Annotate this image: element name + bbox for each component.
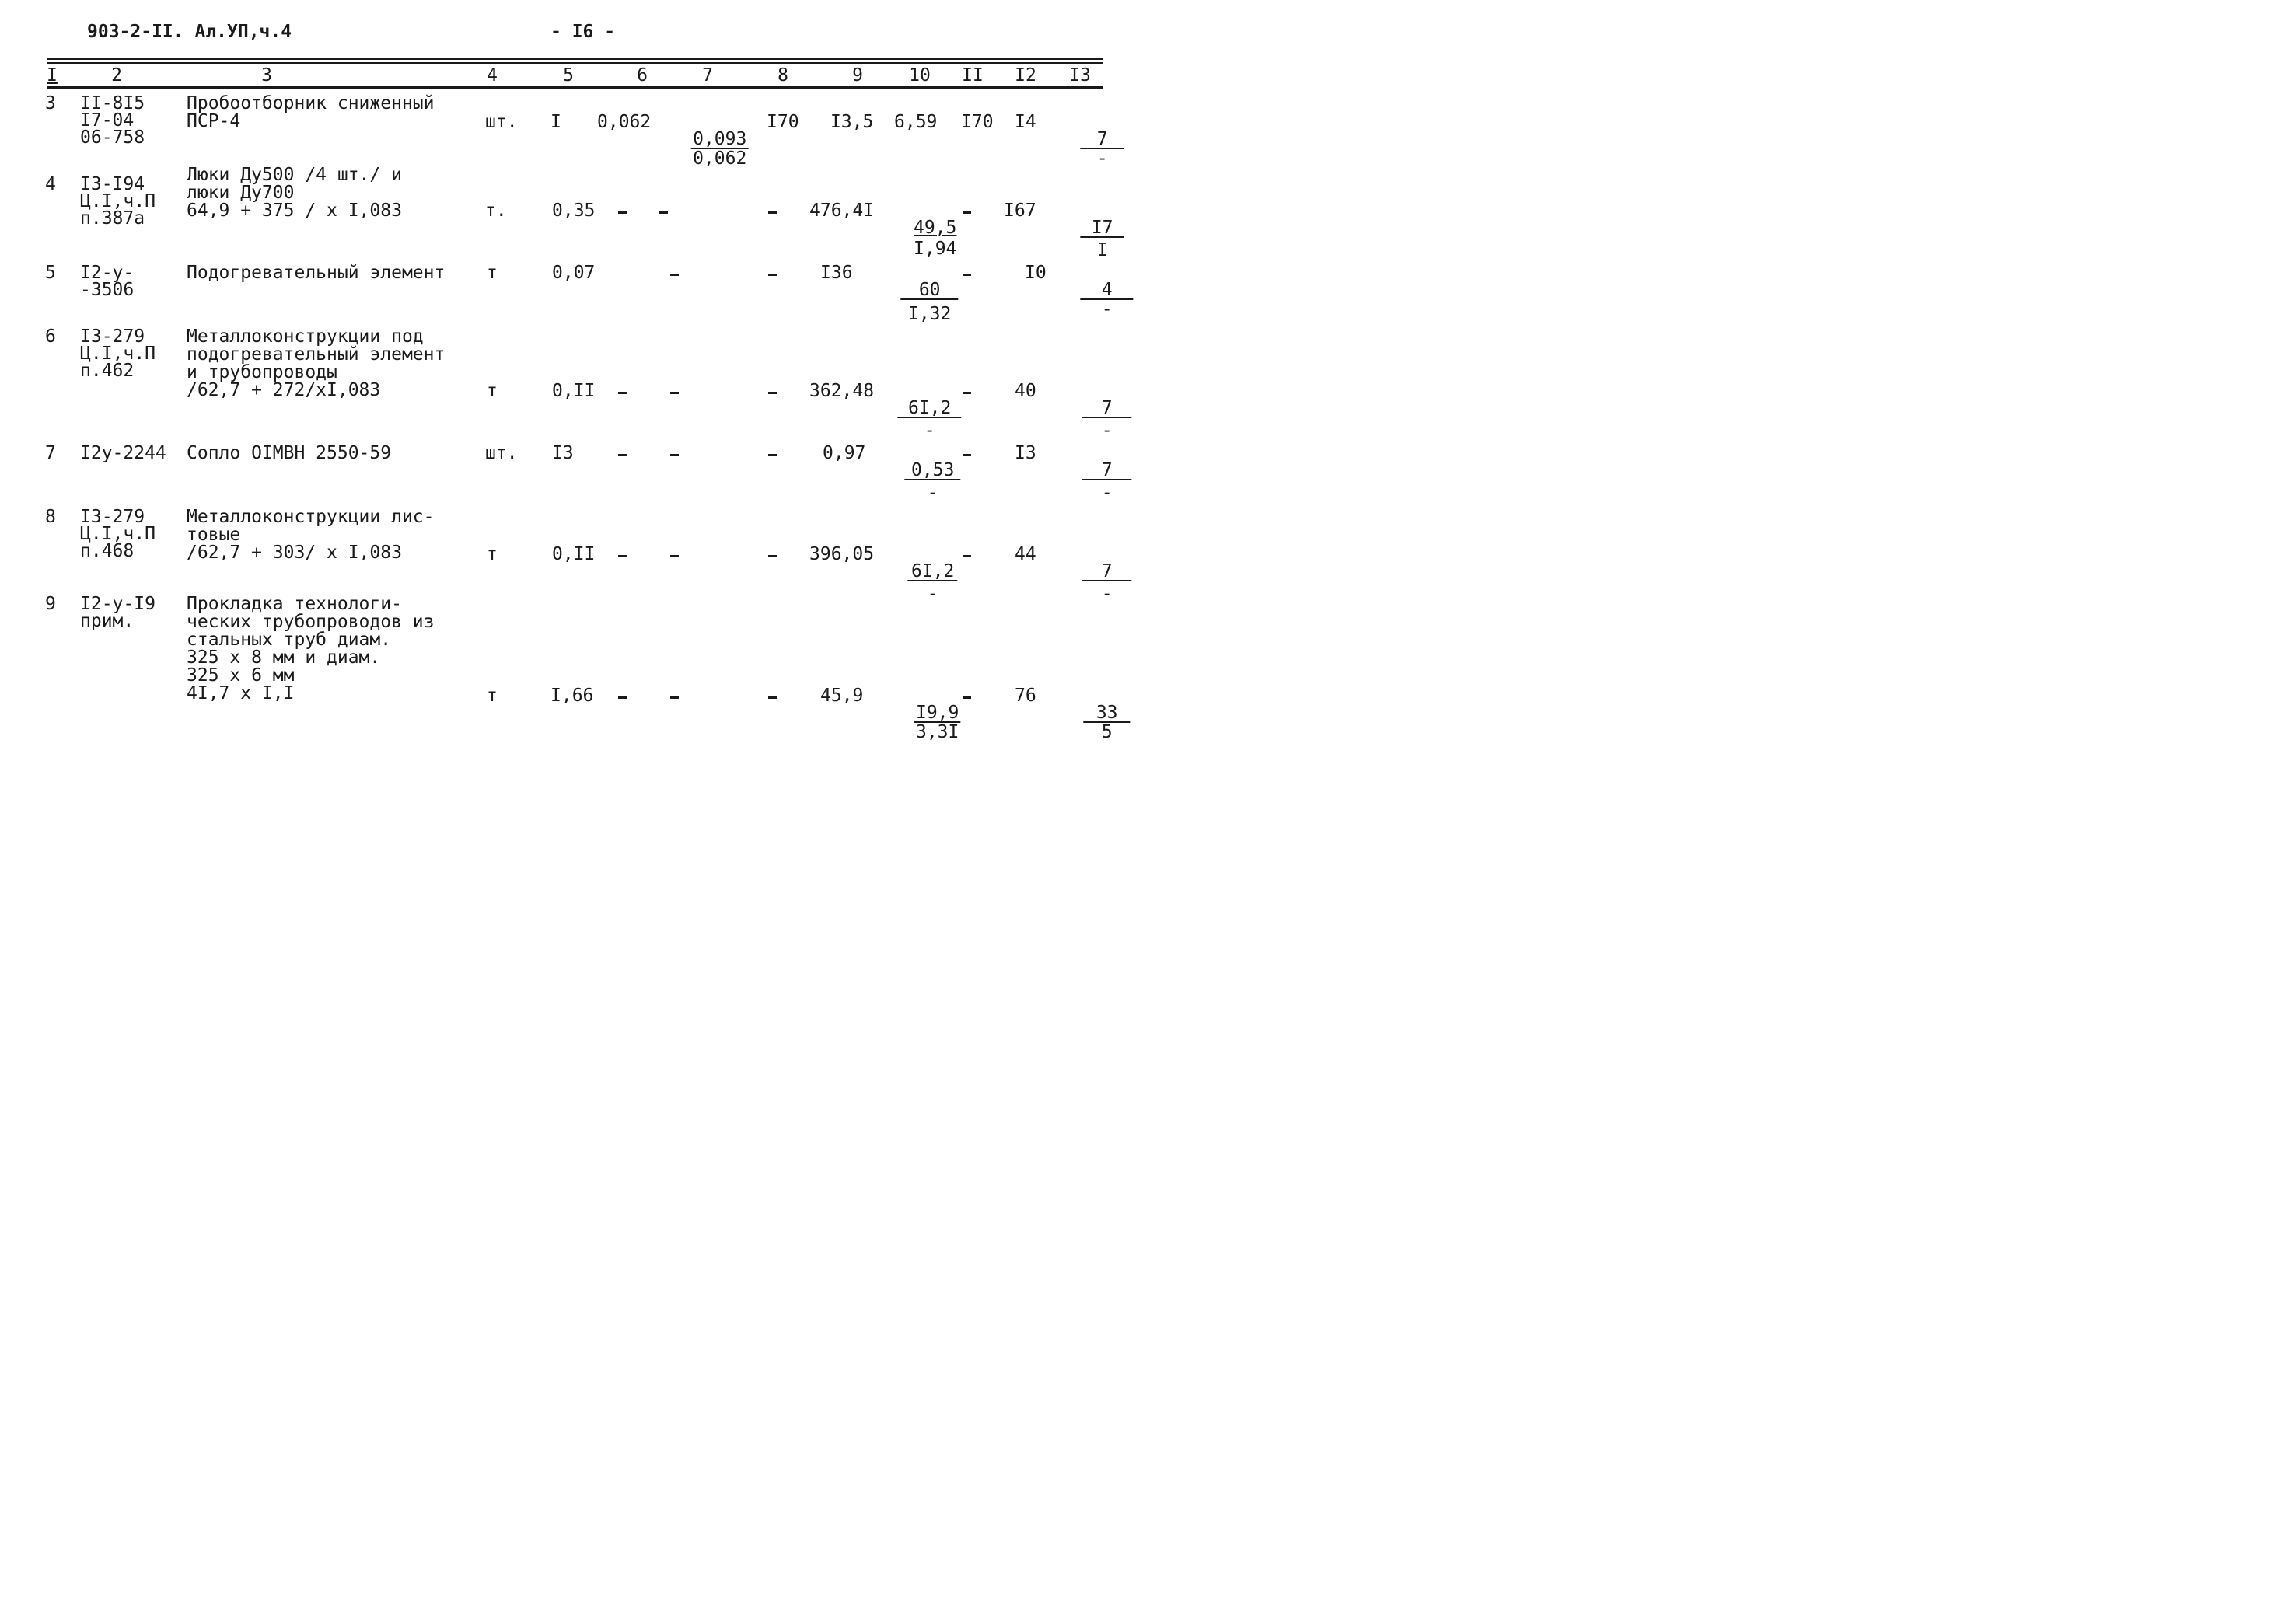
unit: т — [487, 686, 498, 706]
col-13-fraction — [1039, 546, 1131, 620]
column-header-2: 2 — [111, 65, 122, 86]
fraction-denominator: - — [1101, 584, 1113, 604]
fraction-denominator: I,32 — [907, 304, 952, 324]
row-number: 6 — [45, 326, 56, 347]
col-8-dash — [768, 211, 777, 214]
col-11-dash — [963, 274, 971, 276]
fraction-denominator: - — [1101, 299, 1113, 319]
quantity: I3 — [552, 443, 574, 463]
row-number: 8 — [45, 507, 56, 527]
column-header-10: 10 — [909, 65, 931, 86]
rate-code: I3-279 Ц.I,ч.П п.462 — [80, 326, 156, 381]
fraction-denominator: - — [924, 421, 935, 441]
fraction-numerator: 7 — [1082, 400, 1132, 418]
quantity: 0,II — [552, 544, 596, 564]
col-11-dash — [963, 555, 971, 557]
col-6-dash — [618, 211, 627, 214]
fraction-denominator: I,94 — [914, 239, 957, 259]
fraction-denominator: 5 — [1101, 722, 1113, 742]
unit: шт. — [485, 112, 518, 132]
col-11-dash — [963, 696, 971, 699]
col-9-value: 396,05 — [809, 544, 875, 564]
fraction-numerator: 4 — [1081, 281, 1134, 300]
col-12-value: 76 — [1015, 686, 1036, 706]
col-12-value: 40 — [1015, 381, 1036, 401]
item-description: Прокладка технологи- ческих трубопроводов из стальных труб диам. 325 х 8 мм и диам. 325 х 6 мм 4I,7 х I,I — [187, 594, 435, 703]
column-header-9: 9 — [852, 65, 863, 86]
col-6-dash — [618, 555, 627, 557]
col-10-fraction — [871, 687, 960, 759]
rate-code: I2-у- -3506 — [80, 263, 135, 300]
row-number: 4 — [45, 174, 56, 194]
col-6-dash — [618, 454, 627, 456]
fraction-numerator: 7 — [1082, 563, 1132, 581]
column-header-8: 8 — [778, 65, 788, 86]
column-number-header — [0, 67, 1219, 87]
col-7-dash — [670, 555, 679, 557]
col-7-dash — [659, 211, 668, 214]
item-description: Подогревательный элемент — [187, 263, 446, 283]
rate-code: II-8I5 I7-04 06-758 — [80, 93, 145, 148]
rate-code: I3-279 Ц.I,ч.П п.468 — [80, 507, 156, 561]
col-7-dash — [670, 454, 679, 456]
column-header-12: I2 — [1015, 65, 1036, 86]
row-number: 3 — [45, 93, 56, 113]
column-header-5: 5 — [563, 65, 574, 86]
quantity: 0,07 — [552, 263, 596, 283]
rate-code: I2у-2244 — [80, 443, 166, 463]
col-9-value: 45,9 — [820, 686, 864, 706]
col-13-fraction — [1040, 687, 1130, 759]
fraction-denominator: - — [927, 584, 938, 604]
col-12-value: I67 — [1004, 201, 1036, 221]
col-7-dash — [670, 392, 679, 394]
row-number: 5 — [45, 263, 56, 283]
col-8-dash — [768, 392, 777, 394]
unit: шт. — [485, 443, 518, 463]
col-8-dash — [768, 454, 777, 456]
col-6-dash — [618, 696, 627, 699]
table-top-rule-inner — [47, 62, 1103, 64]
fraction-numerator: 6I,2 — [908, 563, 958, 581]
col-11-value: I70 — [961, 112, 994, 132]
col-12-value: I4 — [1015, 112, 1036, 132]
fraction-denominator: 0,062 — [693, 148, 747, 169]
fraction-denominator: 3,3I — [915, 722, 959, 742]
row-number: 7 — [45, 443, 56, 463]
document-code: 903-2-II. Ал.УП,ч.4 — [87, 22, 292, 42]
col-13-fraction — [1039, 445, 1131, 519]
col-12-value: 44 — [1015, 544, 1036, 564]
item-description: Металлоконструкции под подогревательный элемент и трубопроводы /62,7 + 272/хI,083 — [187, 326, 446, 400]
table-top-rule — [47, 58, 1103, 60]
fraction-numerator: 7 — [1082, 462, 1132, 480]
quantity: 0,35 — [552, 201, 596, 221]
fraction-numerator: 0,53 — [905, 462, 961, 480]
item-description: Люки Ду500 /4 шт./ и люки Ду700 64,9 + 375 / х I,083 — [187, 165, 402, 221]
fraction-numerator: 6I,2 — [898, 400, 962, 418]
column-header-13: I3 — [1069, 65, 1091, 86]
column-header-1: I — [47, 65, 58, 86]
fraction-numerator: 49,5 — [914, 218, 957, 238]
col-9-value: I3,5 — [830, 112, 874, 132]
header-bottom-rule — [47, 86, 1103, 89]
unit: т — [487, 263, 498, 283]
col-9-value: I36 — [820, 263, 853, 283]
col-10-value: 6,59 — [894, 112, 938, 132]
col-6-dash — [618, 392, 627, 394]
col-13-fraction — [1037, 113, 1124, 185]
unit: т — [487, 544, 498, 564]
col-11-dash — [963, 392, 971, 394]
col-8-dash — [768, 274, 777, 276]
col-10-fraction — [865, 546, 957, 620]
column-header-4: 4 — [487, 65, 498, 86]
col-11-dash — [963, 211, 971, 214]
col-9-value: 362,48 — [809, 381, 875, 401]
fraction-numerator: 0,093 — [693, 129, 747, 149]
fraction-denominator: - — [1096, 148, 1108, 169]
col-6-value: 0,062 — [597, 112, 652, 132]
fraction-numerator: 33 — [1084, 704, 1131, 723]
rate-code: I3-I94 Ц.I,ч.П п.387а — [80, 174, 156, 229]
quantity: 0,II — [552, 381, 596, 401]
row-number: 9 — [45, 594, 56, 614]
unit: т. — [485, 201, 507, 221]
rate-code: I2-у-I9 прим. — [80, 594, 156, 631]
fraction-numerator: I7 — [1081, 219, 1124, 238]
col-12-value: I3 — [1015, 443, 1036, 463]
col-12-value: I0 — [1025, 263, 1047, 283]
unit: т — [487, 381, 498, 401]
col-7-dash — [670, 696, 679, 699]
col-8-dash — [768, 696, 777, 699]
column-header-11: II — [962, 65, 984, 86]
column-header-7: 7 — [702, 65, 713, 86]
item-description: Пробоотборник сниженный ПСР-4 — [187, 93, 435, 131]
fraction-denominator: - — [1101, 421, 1113, 441]
col-10-fraction — [861, 445, 960, 519]
col-10-fraction — [858, 264, 958, 340]
col-9-value: 476,4I — [809, 201, 875, 221]
col-11-dash — [963, 454, 971, 456]
fraction-numerator: 7 — [1081, 131, 1124, 149]
fraction-denominator: I — [1096, 240, 1108, 260]
fraction-numerator: 60 — [901, 281, 959, 300]
column-header-6: 6 — [637, 65, 648, 86]
item-description: Сопло ОIМВН 2550-59 — [187, 443, 392, 463]
page-number: - I6 - — [550, 22, 616, 42]
col-7-fraction — [648, 113, 749, 185]
fraction-numerator: I9,9 — [914, 704, 961, 723]
col-9-value: 0,97 — [823, 443, 866, 463]
col-13-fraction — [1037, 264, 1133, 336]
quantity: I — [550, 112, 561, 132]
column-header-3: 3 — [261, 65, 272, 86]
quantity: I,66 — [550, 686, 594, 706]
item-description: Металлоконструкции лис- товые /62,7 + 303/ х I,083 — [187, 507, 435, 563]
col-8-value: I70 — [767, 112, 799, 132]
fraction-denominator: - — [1101, 483, 1113, 503]
fraction-denominator: - — [927, 483, 938, 503]
col-7-dash — [670, 274, 679, 276]
col-8-dash — [768, 555, 777, 557]
